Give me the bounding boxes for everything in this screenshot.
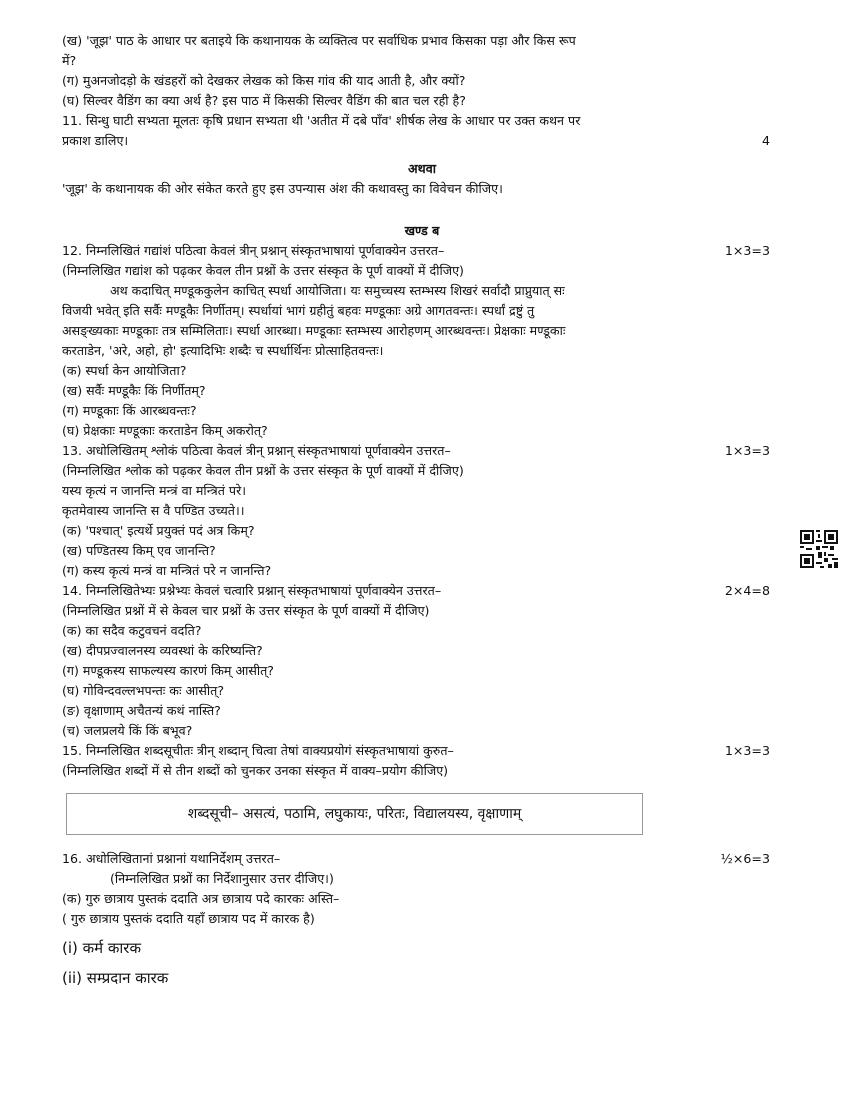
word-list: शब्दसूची– असत्यं, पठामि, लघुकायः, परितः, विद्यालयस्य, वृक्षाणाम् bbox=[187, 806, 522, 822]
passage-line-3: असङ्ख्यकाः मण्डूकाः तत्र सम्मिलिताः। स्पर्धा आरब्धा। मण्डूकाः स्तम्भस्य आरोहणम् आरब्धवन्तः। प्रेक्षकाः मण्डूकाः bbox=[62, 323, 566, 338]
list-item: (च) जलप्रलये किं किं बभूव? bbox=[62, 723, 193, 738]
qr-code-icon bbox=[800, 530, 838, 568]
question-16-marks: ½×6=3 bbox=[720, 851, 770, 866]
question-12-instruction-row bbox=[62, 241, 782, 261]
question-13-instruction: 13. अधोलिखितम् श्लोकं पठित्वा केवलं त्रीन् प्रश्नान् संस्कृतभाषायां पूर्णवाक्येन उत्तरत– bbox=[62, 443, 451, 458]
question-16-instruction: 16. अधोलिखितानां प्रश्नानां यथानिर्देशम् उत्तरत– bbox=[62, 851, 281, 866]
question-kha-cont: में? bbox=[62, 53, 77, 68]
question-16-ka-hindi: ( गुरु छात्राय पुस्तकं ददाति यहाँ छात्राय पद में कारक है) bbox=[62, 911, 315, 926]
question-gha: (घ) सिल्वर वैडिंग का क्या अर्थ है? इस पाठ में किसकी सिल्वर वैडिंग की बात चल रही है? bbox=[62, 93, 466, 108]
question-16-instruction-row bbox=[62, 849, 782, 869]
question-11-marks: 4 bbox=[761, 133, 770, 148]
list-item: (घ) प्रेक्षकाः मण्डूकाः करताडेन किम् अकरोत्? bbox=[62, 423, 268, 438]
question-ga: (ग) मुअनजोदड़ो के खंडहरों को देखकर लेखक को किस गांव की याद आती है, और क्यों? bbox=[62, 73, 466, 88]
list-item: (घ) गोविन्दवल्लभपन्तः कः आसीत्? bbox=[62, 683, 225, 698]
list-item: (क) 'पश्चात्' इत्यर्थे प्रयुक्तं पदं अत्र किम्? bbox=[62, 523, 255, 538]
question-15-marks: 1×3=3 bbox=[724, 743, 770, 758]
question-14-marks: 2×4=8 bbox=[724, 583, 770, 598]
question-12-hindi: (निम्नलिखित गद्यांश को पढ़कर केवल तीन प्रश्नों के उत्तर संस्कृत के पूर्ण वाक्यों में दीजिए) bbox=[62, 263, 464, 278]
question-12-marks: 1×3=3 bbox=[724, 243, 770, 258]
question-14-hindi: (निम्नलिखित प्रश्नों में से केवल चार प्रश्नों के उत्तर संस्कृत के पूर्ण वाक्यों में दीजिए) bbox=[62, 603, 430, 618]
verse-line-1: यस्य कृत्यं न जानन्ति मन्त्रं वा मन्त्रितं परे। bbox=[62, 483, 246, 498]
list-item: (ख) सर्वैः मण्डूकैः किं निर्णीतम्? bbox=[62, 383, 206, 398]
list-item: (क) का सदैव कटुवचनं वदति? bbox=[62, 623, 202, 638]
question-13-marks: 1×3=3 bbox=[724, 443, 770, 458]
or-label: अथवा bbox=[408, 161, 436, 176]
list-item: (ग) कस्य कृत्यं मन्त्रं वा मन्त्रितं परे न जानन्ति? bbox=[62, 563, 272, 578]
option-item: (i) कर्म कारक bbox=[62, 939, 141, 957]
question-16-hindi: (निम्नलिखित प्रश्नों का निर्देशानुसार उत्तर दीजिए।) bbox=[110, 871, 334, 886]
question-16-ka: (क) गुरु छात्राय पुस्तकं ददाति अत्र छात्राय पदे कारकः अस्ति– bbox=[62, 891, 340, 906]
list-item: (ग) मण्डूकस्य साफल्यस्य कारणं किम् आसीत्? bbox=[62, 663, 274, 678]
passage-line-4: करताडेन, 'अरे, अहो, हो' इत्यादिभिः शब्दैः च स्पर्धार्थिनः प्रोत्साहितवन्तः। bbox=[62, 343, 384, 358]
option-item: (ii) सम्प्रदान कारक bbox=[62, 969, 169, 987]
question-kha: (ख) 'जूझ' पाठ के आधार पर बताइये कि कथानायक के व्यक्तित्व पर सर्वाधिक प्रभाव किसका पड़ा और किस रूप bbox=[62, 33, 576, 48]
list-item: (क) स्पर्धा केन आयोजिता? bbox=[62, 363, 187, 378]
question-14-instruction-row bbox=[62, 581, 782, 601]
question-13-instruction-row bbox=[62, 441, 782, 461]
question-14-instruction: 14. निम्नलिखितेभ्यः प्रश्नेभ्यः केवलं चत्वारि प्रश्नान् संस्कृतभाषायां पूर्णवाक्येन उत्तरत– bbox=[62, 583, 442, 598]
question-11-line2: प्रकाश डालिए। bbox=[62, 133, 129, 148]
passage-line-2: विजयी भवेत् इति सर्वैः मण्डूकैः निर्णीतम्। स्पर्धायां भागं ग्रहीतुं बहवः मण्डूकाः अग्रे आगतवन्तः। स्पर्धां द्रष्टुं तु bbox=[62, 303, 535, 318]
question-11-alternative: 'जूझ' के कथानायक की ओर संकेत करते हुए इस उपन्यास अंश की कथावस्तु का विवेचन कीजिए। bbox=[62, 181, 503, 196]
question-12-instruction: 12. निम्नलिखितं गद्यांशं पठित्वा केवलं त्रीन् प्रश्नान् संस्कृतभाषायां पूर्णवाक्येन उत्तरत– bbox=[62, 243, 445, 258]
passage-line-1: अथ कदाचित् मण्डूककुलेन काचित् स्पर्धा आयोजिता। यः समुच्चस्य स्तम्भस्य शिखरं सर्वादौ प्राप्नुयात् सः bbox=[110, 283, 565, 298]
question-15-instruction-row bbox=[62, 741, 782, 761]
question-15-instruction: 15. निम्नलिखित शब्दसूचीतः त्रीन् शब्दान् चित्वा तेषां वाक्यप्रयोगं संस्कृतभाषायां कुरुत– bbox=[62, 743, 454, 758]
list-item: (ख) दीपप्रज्वालनस्य व्यवस्थां के करिष्यन्ति? bbox=[62, 643, 263, 658]
question-15-hindi: (निम्नलिखित शब्दों में से तीन शब्दों को चुनकर उनका संस्कृत में वाक्य–प्रयोग कीजिए) bbox=[62, 763, 449, 778]
question-13-hindi: (निम्नलिखित श्लोक को पढ़कर केवल तीन प्रश्नों के उत्तर संस्कृत के पूर्ण वाक्यों में दीजिए) bbox=[62, 463, 464, 478]
word-list-box bbox=[66, 793, 643, 835]
list-item: (ङ) वृक्षाणाम् अचैतन्यं कथं नास्ति? bbox=[62, 703, 221, 718]
list-item: (ग) मण्डूकाः किं आरब्धवन्तः? bbox=[62, 403, 197, 418]
verse-line-2: कृतमेवास्य जानन्ति स वै पण्डित उच्यते।। bbox=[62, 503, 245, 518]
question-11-line1: 11. सिन्धु घाटी सभ्यता मूलतः कृषि प्रधान सभ्यता थी 'अतीत में दबे पाँव' शीर्षक लेख के आधार पर उक्त कथन पर bbox=[62, 113, 581, 128]
list-item: (ख) पण्डितस्य किम् एव जानन्ति? bbox=[62, 543, 216, 558]
exam-page bbox=[62, 31, 782, 989]
question-11-line2-row bbox=[62, 131, 782, 151]
section-b-heading: खण्ड ब bbox=[404, 223, 440, 238]
